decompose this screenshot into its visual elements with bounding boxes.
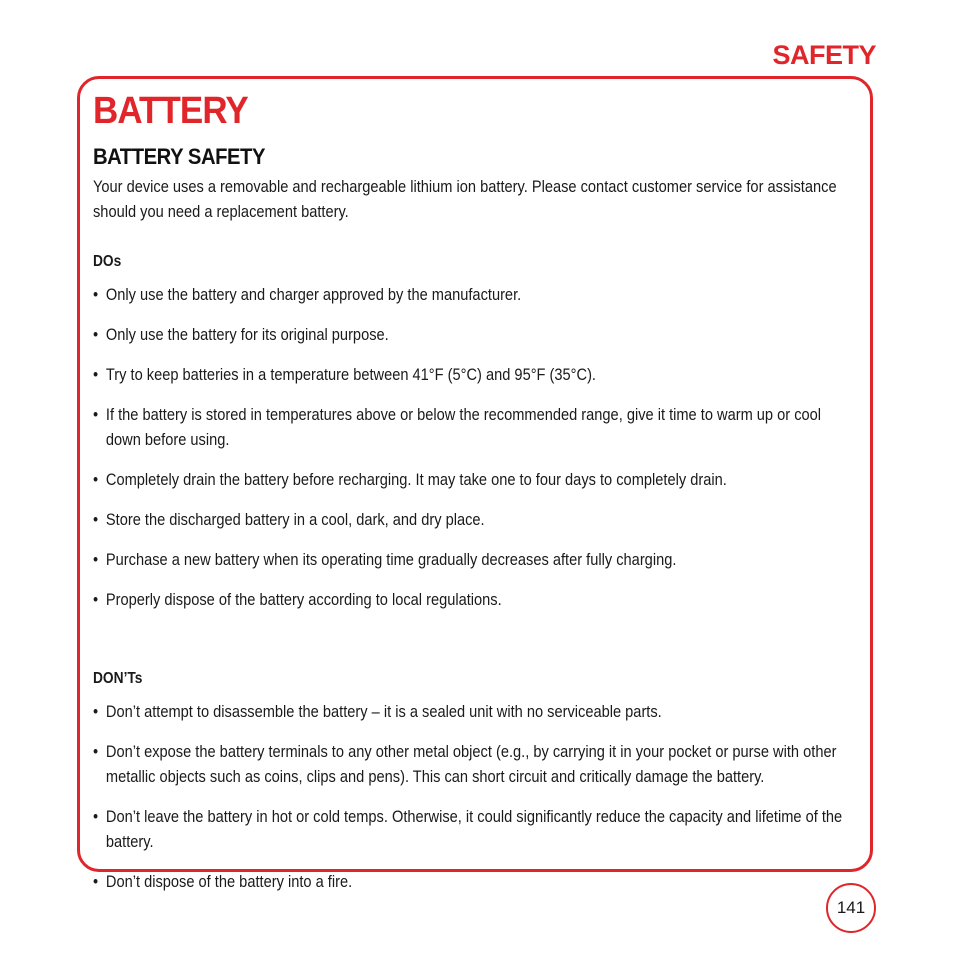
bullet-icon: •	[93, 742, 99, 761]
dos-item	[93, 282, 859, 307]
dos-item	[93, 587, 859, 612]
dos-item	[93, 402, 859, 452]
dos-item	[93, 362, 859, 387]
dos-heading: DOs	[93, 253, 122, 270]
bullet-icon: •	[93, 590, 99, 609]
dos-item-text: Only use the battery for its original purpose.	[105, 325, 389, 344]
dos-item-text: If the battery is stored in temperatures above or below the recommended range, give it time to warm up or cool down before using.	[105, 405, 822, 449]
dos-item-text: Only use the battery and charger approved by the manufacturer.	[105, 285, 522, 304]
dos-item-text: Properly dispose of the battery according to local regulations.	[105, 590, 502, 609]
dos-list	[93, 282, 859, 612]
bullet-icon: •	[93, 365, 99, 384]
dos-item-text: Store the discharged battery in a cool, dark, and dry place.	[105, 510, 485, 529]
dos-item	[93, 507, 859, 532]
section-subtitle: BATTERY SAFETY	[93, 144, 265, 169]
donts-list	[93, 699, 859, 894]
bullet-icon: •	[93, 872, 99, 891]
bullet-icon: •	[93, 470, 99, 489]
donts-item	[93, 739, 859, 789]
intro-paragraph: Your device uses a removable and rechargeable lithium ion battery. Please contact customer service for assistance should you need a replacement battery.	[93, 177, 837, 221]
bullet-icon: •	[93, 285, 99, 304]
page-title: BATTERY	[93, 90, 248, 132]
dos-item	[93, 322, 859, 347]
page-number: 141	[826, 883, 876, 933]
donts-item-text: Don’t expose the battery terminals to any other metal object (e.g., by carrying it in your pocket or purse with other metallic objects such as coins, clips and pens). This can short circuit and critically damage the battery.	[105, 742, 837, 786]
bullet-icon: •	[93, 702, 99, 721]
donts-item-text: Don’t attempt to disassemble the battery – it is a sealed unit with no serviceable parts.	[105, 702, 662, 721]
dos-item-text: Purchase a new battery when its operating time gradually decreases after fully charging.	[105, 550, 677, 569]
dos-item-text: Completely drain the battery before recharging. It may take one to four days to completely drain.	[105, 470, 727, 489]
donts-item	[93, 869, 859, 894]
donts-item-text: Don’t leave the battery in hot or cold temps. Otherwise, it could significantly reduce the capacity and lifetime of the battery.	[105, 807, 843, 851]
text-column	[93, 174, 859, 894]
bullet-icon: •	[93, 550, 99, 569]
donts-heading: DON’Ts	[93, 670, 143, 687]
bullet-icon: •	[93, 405, 99, 424]
donts-item	[93, 804, 859, 854]
dos-item	[93, 467, 859, 492]
donts-item	[93, 699, 859, 724]
dos-item	[93, 547, 859, 572]
section-tag: SAFETY	[772, 40, 876, 70]
bullet-icon: •	[93, 325, 99, 344]
bullet-icon: •	[93, 510, 99, 529]
dos-item-text: Try to keep batteries in a temperature between 41°F (5°C) and 95°F (35°C).	[105, 365, 597, 384]
bullet-icon: •	[93, 807, 99, 826]
donts-item-text: Don’t dispose of the battery into a fire.	[105, 872, 353, 891]
main-content	[93, 174, 861, 894]
